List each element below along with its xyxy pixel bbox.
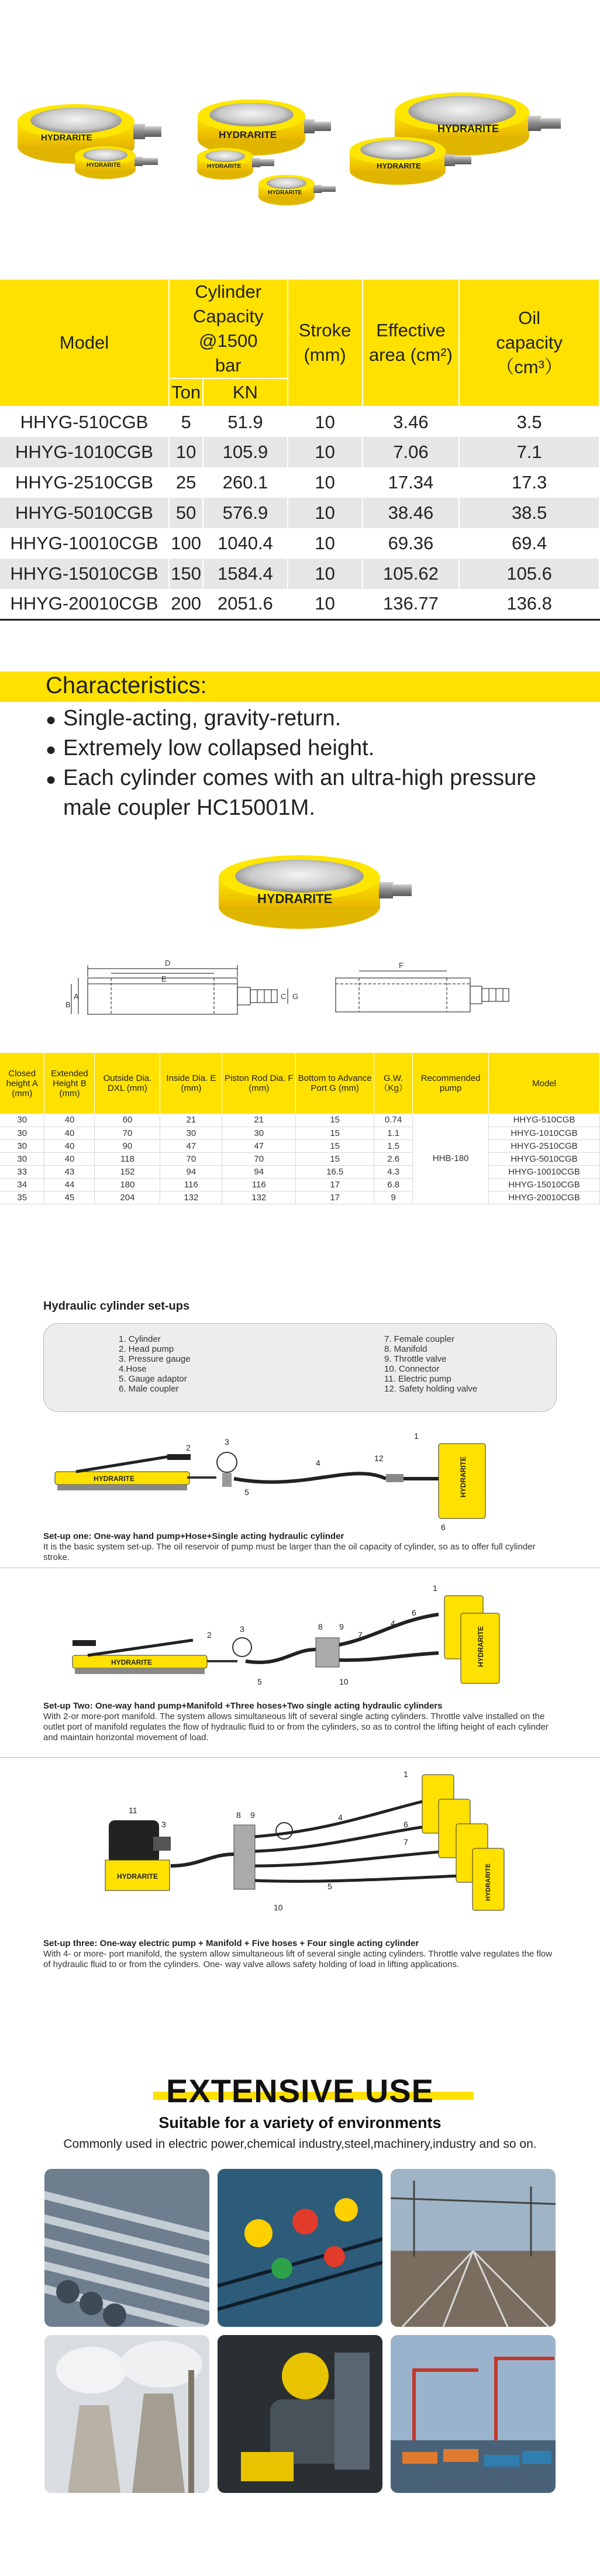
part-item: 10. Connector (384, 1364, 440, 1374)
value-cell: 70 (222, 1152, 296, 1165)
value-cell: 1.5 (374, 1139, 413, 1152)
value-cell: 21 (222, 1114, 296, 1127)
header-ton: Ton (169, 378, 203, 407)
callout-4: 4 (338, 1813, 343, 1822)
dimension-drawing (0, 854, 600, 1047)
header-model: Model (0, 280, 169, 407)
value-cell: 3.46 (363, 407, 460, 437)
value-cell: 16.5 (296, 1165, 374, 1178)
hero-brand-label-1: HYDRARITE (41, 133, 92, 143)
value-cell: 260.1 (203, 467, 287, 498)
value-cell: 40 (44, 1127, 95, 1139)
callout-7: 7 (358, 1630, 363, 1640)
pressure-gauge-graphic (276, 1823, 292, 1839)
value-cell: 15 (296, 1152, 374, 1165)
value-cell: 94 (160, 1165, 222, 1178)
cylinder-graphic-3 (198, 99, 331, 156)
part-item: 5. Gauge adaptor (119, 1374, 187, 1384)
callout-7: 7 (404, 1837, 408, 1847)
value-cell: 132 (222, 1191, 296, 1204)
value-cell: 38.46 (363, 498, 460, 528)
value-cell: 116 (222, 1178, 296, 1191)
value-cell: 10 (169, 437, 203, 467)
setup-two-diagram (0, 1579, 600, 1714)
hero-brand-label-7: HYDRARITE (377, 161, 421, 170)
hand-pump-graphic (73, 1640, 207, 1674)
part-item: 4.Hose (119, 1364, 147, 1374)
setup-one-caption (43, 1531, 558, 1563)
value-cell: 30 (0, 1152, 44, 1165)
value-cell: 180 (95, 1178, 160, 1191)
setup-three-title: Set-up three: One-way electric pump + Manifold + Five hoses + Four single acting cylinder (43, 1938, 419, 1948)
callout-10: 10 (274, 1903, 283, 1912)
value-cell: 105.62 (363, 559, 460, 589)
value-cell: 10 (288, 498, 363, 528)
setup-two-caption (43, 1701, 558, 1743)
characteristics-list (46, 704, 572, 822)
model-cell: HHYG-510CGB (489, 1114, 600, 1127)
value-cell: 60 (95, 1114, 160, 1127)
dim-label-d: D (165, 959, 171, 967)
dim-label-f: F (399, 961, 404, 970)
model-cell: HHYG-20010CGB (0, 589, 169, 619)
value-cell: 10 (288, 559, 363, 589)
setup-one-text: It is the basic system set-up. The oil reservoir of pump must be larger than the oil capacity of cylinder, so as to offer full cylinder stroke. (43, 1542, 536, 1562)
table-row (0, 1139, 600, 1152)
value-cell: 30 (222, 1127, 296, 1139)
part-item: 2. Head pump (119, 1344, 174, 1354)
dimension-table (0, 1053, 600, 1204)
callout-3: 3 (161, 1820, 166, 1829)
value-cell: 204 (95, 1191, 160, 1204)
part-item: 3. Pressure gauge (119, 1354, 191, 1364)
part-item: 12. Safety holding valve (384, 1384, 478, 1394)
value-cell: 6.8 (374, 1178, 413, 1191)
callout-8: 8 (318, 1622, 323, 1631)
callout-5: 5 (257, 1677, 262, 1686)
extensive-use-description: Commonly used in electric power,chemical industry,steel,machinery,industry and so on. (63, 2137, 537, 2151)
coupler-graphic (386, 1474, 404, 1482)
table-row (0, 1191, 600, 1204)
manifold-graphic (234, 1825, 255, 1889)
dim-header-a: Closed height A (mm) (0, 1053, 44, 1114)
pressure-gauge-graphic (217, 1452, 237, 1472)
part-item: 6. Male coupler (119, 1384, 179, 1394)
model-cell: HHYG-15010CGB (0, 559, 169, 589)
value-cell: 10 (288, 467, 363, 498)
value-cell: 69.4 (459, 528, 599, 559)
table-row (0, 407, 599, 437)
value-cell: 10 (288, 437, 363, 467)
value-cell: 1040.4 (203, 528, 287, 559)
model-cell: HHYG-1010CGB (489, 1127, 600, 1139)
value-cell: 1.1 (374, 1127, 413, 1139)
pump-brand-label: HYDRARITE (94, 1475, 135, 1483)
characteristics-title: Characteristics: (46, 673, 207, 698)
value-cell: 25 (169, 467, 203, 498)
callout-4: 4 (391, 1618, 395, 1628)
table-row (0, 1127, 600, 1139)
value-cell: 50 (169, 498, 203, 528)
dim-label-e: E (161, 974, 167, 983)
specification-table (0, 280, 600, 621)
model-cell: HHYG-20010CGB (489, 1191, 600, 1204)
callout-9: 9 (339, 1622, 344, 1631)
callout-2: 2 (207, 1630, 212, 1640)
value-cell: 40 (44, 1152, 95, 1165)
setup-one-diagram (0, 1421, 600, 1544)
part-item: 9. Throttle valve (384, 1354, 447, 1364)
table-row (0, 498, 599, 528)
pump-brand-label: HYDRARITE (117, 1872, 158, 1881)
divider (0, 1757, 600, 1758)
hero-brand-label-3: HYDRARITE (219, 129, 277, 140)
electric-pump-graphic (105, 1820, 171, 1890)
setup-three-text: With 4- or more- port manifold, the system allow simultaneous lift of several single acting cylinders. Throttle valve regulates the flow of hydraulic fluid to or from the cylinders. One- way valve allows safety holding of load in lifting applications. (43, 1949, 553, 1969)
photo-machinery-worker (218, 2335, 382, 2493)
characteristic-item: ● Extremely low collapsed height. (46, 734, 572, 764)
hero-brand-label-6: HYDRARITE (437, 123, 499, 135)
setup-three-diagram (0, 1766, 600, 1942)
cylinder-graphic-5 (258, 175, 336, 205)
value-cell: 17.34 (363, 467, 460, 498)
value-cell: 105.9 (203, 437, 287, 467)
photo-harbor-cranes (391, 2335, 556, 2493)
model-cell: HHYG-15010CGB (489, 1178, 600, 1191)
model-cell: HHYG-10010CGB (0, 528, 169, 559)
value-cell: 100 (169, 528, 203, 559)
model-cell: HHYG-5010CGB (489, 1152, 600, 1165)
manifold-graphic (316, 1638, 339, 1667)
dim-header-f: Piston Rod Dia. F (mm) (222, 1053, 296, 1114)
callout-5: 5 (244, 1487, 249, 1497)
header-capacity: Cylinder Capacity @1500 bar (169, 280, 288, 378)
callout-1: 1 (404, 1769, 408, 1779)
table-row (0, 559, 599, 589)
characteristic-item: ● Single-acting, gravity-return. (46, 704, 572, 734)
pressure-gauge-graphic (233, 1638, 251, 1657)
photo-railway (391, 2169, 556, 2327)
callout-4: 4 (316, 1458, 320, 1468)
value-cell: 94 (222, 1165, 296, 1178)
value-cell: 5 (169, 407, 203, 437)
dim-header-d: Outside Dia. DXL (mm) (95, 1053, 160, 1114)
hand-pump-graphic (55, 1454, 191, 1490)
callout-6: 6 (441, 1523, 446, 1532)
part-item: 11. Electric pump (384, 1374, 451, 1384)
drawing-brand-label: HYDRARITE (257, 891, 333, 906)
parts-legend-box (43, 1323, 557, 1412)
header-area: Effective area (cm²) (363, 280, 460, 407)
pump-brand-label: HYDRARITE (111, 1658, 153, 1666)
value-cell: 116 (160, 1178, 222, 1191)
value-cell: 15 (296, 1114, 374, 1127)
header-kn: KN (203, 378, 287, 407)
setups-title: Hydraulic cylinder set-ups (43, 1300, 190, 1313)
value-cell: 70 (160, 1152, 222, 1165)
callout-6: 6 (404, 1820, 408, 1829)
header-oil: Oil capacity （cm³） (459, 280, 599, 407)
cylinder-photo (219, 855, 412, 929)
value-cell: 17.3 (459, 467, 599, 498)
callout-11: 11 (129, 1806, 137, 1815)
value-cell: 105.6 (459, 559, 599, 589)
value-cell: 2051.6 (203, 589, 287, 619)
table-row (0, 1152, 600, 1165)
value-cell: 10 (288, 589, 363, 619)
value-cell: 15 (296, 1139, 374, 1152)
setup-one-title: Set-up one: One-way hand pump+Hose+Single acting hydraulic cylinder (43, 1531, 344, 1541)
parts-list-right (384, 1334, 477, 1394)
value-cell: 90 (95, 1139, 160, 1152)
table-row (0, 1178, 600, 1191)
value-cell: 0.74 (374, 1114, 413, 1127)
callout-1: 1 (414, 1431, 419, 1441)
table-row (0, 1165, 600, 1178)
dim-header-g: Bottom to Advance Port G (mm) (296, 1053, 374, 1114)
part-item: 1. Cylinder (119, 1334, 161, 1344)
value-cell: 33 (0, 1165, 44, 1178)
callout-8: 8 (236, 1810, 241, 1820)
model-cell: HHYG-510CGB (0, 407, 169, 437)
value-cell: 47 (222, 1139, 296, 1152)
value-cell: 34 (0, 1178, 44, 1191)
callout-6: 6 (412, 1608, 416, 1617)
value-cell: 7.06 (363, 437, 460, 467)
dim-label-a: A (74, 992, 79, 1001)
value-cell: 9 (374, 1191, 413, 1204)
hose-graphic (171, 1854, 234, 1866)
hose-graphic (234, 1473, 386, 1482)
value-cell: 136.8 (459, 589, 599, 619)
table-row (0, 589, 599, 619)
photo-chemical-valves (218, 2169, 382, 2327)
callout-9: 9 (250, 1810, 255, 1820)
extensive-use-title: EXTENSIVE USE (165, 2072, 435, 2109)
hose-graphic (246, 1649, 316, 1662)
value-cell: 132 (160, 1191, 222, 1204)
value-cell: 35 (0, 1191, 44, 1204)
model-cell: HHYG-2510CGB (0, 467, 169, 498)
model-cell: HHYG-10010CGB (489, 1165, 600, 1178)
setup-two-text: With 2-or more-port manifold. The system allows simultaneous lift of several single acting cylinders. Throttle valve installed on the outlet port of manifold regulates the flow of hydraulic fluid to or from the cylinders, so as to control the lifting height of each cylinder and maintain horizontal movement of load. (43, 1711, 549, 1742)
cyl-brand-label: HYDRARITE (485, 1863, 492, 1901)
table-row (0, 528, 599, 559)
dim-header-model: Model (489, 1053, 600, 1114)
value-cell: 15 (296, 1127, 374, 1139)
value-cell: 10 (288, 407, 363, 437)
callout-1: 1 (433, 1583, 437, 1593)
dim-header-pump: Recommended pump (413, 1053, 489, 1114)
value-cell: 10 (288, 528, 363, 559)
value-cell: 30 (0, 1114, 44, 1127)
hero-brand-label-4: HYDRARITE (207, 163, 242, 170)
callout-2: 2 (186, 1443, 191, 1452)
value-cell: 70 (95, 1127, 160, 1139)
hero-brand-label-2: HYDRARITE (87, 162, 121, 168)
callout-5: 5 (327, 1882, 332, 1891)
dim-header-b: Extended Height B (mm) (44, 1053, 95, 1114)
cyl-brand-label: HYDRARITE (459, 1456, 467, 1497)
hero-brand-label-5: HYDRARITE (268, 190, 302, 196)
value-cell: 69.36 (363, 528, 460, 559)
callout-3: 3 (225, 1437, 229, 1447)
table-row (0, 467, 599, 498)
value-cell: 44 (44, 1178, 95, 1191)
model-cell: HHYG-2510CGB (489, 1139, 600, 1152)
value-cell: 43 (44, 1165, 95, 1178)
cylinder-graphic-2 (75, 146, 158, 179)
value-cell: 150 (169, 559, 203, 589)
characteristic-item: ● Each cylinder comes with an ultra-high pressure male coupler HC15001M. (46, 764, 572, 822)
callout-10: 10 (339, 1677, 349, 1686)
value-cell: 152 (95, 1165, 160, 1178)
value-cell: 2.6 (374, 1152, 413, 1165)
model-cell: HHYG-5010CGB (0, 498, 169, 528)
value-cell: 200 (169, 589, 203, 619)
callout-12: 12 (374, 1454, 384, 1463)
cylinders-illustration (0, 0, 600, 246)
value-cell: 21 (160, 1114, 222, 1127)
table-row (0, 437, 599, 467)
value-cell: 30 (0, 1139, 44, 1152)
extensive-use-subtitle: Suitable for a variety of environments (158, 2114, 442, 2131)
part-item: 8. Manifold (384, 1344, 427, 1354)
value-cell: 118 (95, 1152, 160, 1165)
value-cell: 576.9 (203, 498, 287, 528)
setup-three-caption (43, 1938, 558, 1970)
value-cell: 7.1 (459, 437, 599, 467)
dim-label-g: G (292, 992, 299, 1001)
dim-header-e: Inside Dia. E (mm) (160, 1053, 222, 1114)
value-cell: 40 (44, 1114, 95, 1127)
value-cell: 51.9 (203, 407, 287, 437)
dim-header-gw: G.W. （Kg） (374, 1053, 413, 1114)
value-cell: 40 (44, 1139, 95, 1152)
photo-power-plant (44, 2335, 209, 2493)
value-cell: 17 (296, 1178, 374, 1191)
cyl-brand-label: HYDRARITE (477, 1626, 485, 1667)
value-cell: 47 (160, 1139, 222, 1152)
setup-two-title: Set-up Two: One-way hand pump+Manifold +Three hoses+Two single acting hydraulic cylinders (43, 1701, 443, 1711)
callout-3: 3 (240, 1624, 244, 1634)
photo-steel-pipes (44, 2169, 209, 2327)
value-cell: 1584.4 (203, 559, 287, 589)
parts-list-left (119, 1334, 191, 1394)
value-cell: 17 (296, 1191, 374, 1204)
value-cell: 4.3 (374, 1165, 413, 1178)
recommended-pump-cell: HHB-180 (413, 1114, 489, 1204)
hero-product-image (0, 0, 600, 246)
value-cell: 136.77 (363, 589, 460, 619)
value-cell: 38.5 (459, 498, 599, 528)
model-cell: HHYG-1010CGB (0, 437, 169, 467)
part-item: 7. Female coupler (384, 1334, 455, 1344)
dim-label-c: C (281, 992, 287, 1001)
side-view-drawing (288, 971, 509, 1012)
value-cell: 30 (0, 1127, 44, 1139)
value-cell: 30 (160, 1127, 222, 1139)
dim-label-b: B (65, 1000, 71, 1009)
value-cell: 45 (44, 1191, 95, 1204)
table-row (0, 1114, 600, 1127)
value-cell: 3.5 (459, 407, 599, 437)
header-stroke: Stroke (mm) (288, 280, 363, 407)
front-view-drawing (71, 965, 277, 1014)
